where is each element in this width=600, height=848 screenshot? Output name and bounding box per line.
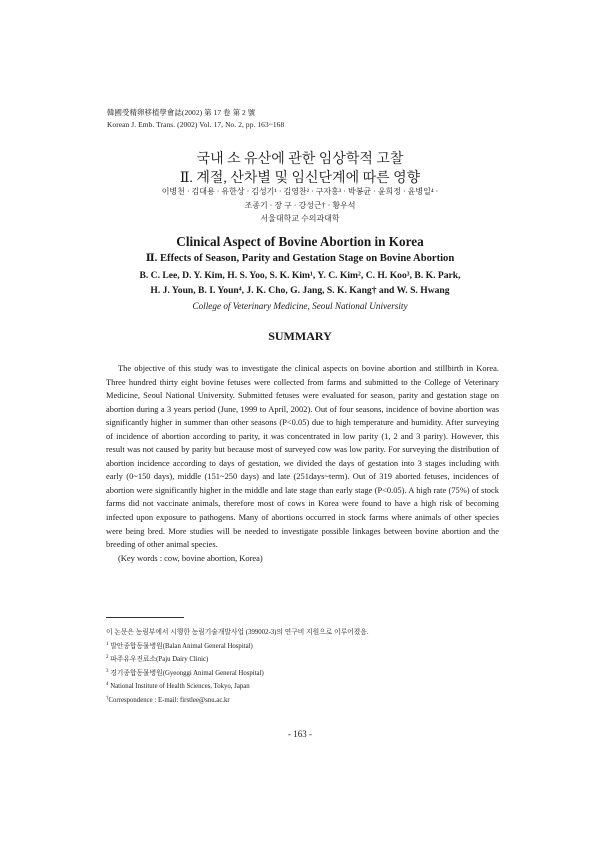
footnote-correspondence: †Correspondence : E-mail: firstlee@snu.ac.kr (106, 695, 230, 704)
english-title-line1: Clinical Aspect of Bovine Abortion in Korea (176, 234, 424, 249)
footnote-funding: 이 논문은 농림부에서 시행한 농림기술개발사업 (399002-3)의 연구비 지원으로 이루어졌음. (106, 629, 369, 636)
journal-header (107, 107, 284, 131)
korean-affiliation: 서울대학교 수의과대학 (260, 214, 340, 223)
english-authors-line2: H. J. Youn, B. I. Youn⁴, J. K. Cho, G. Jang, S. K. Kang† and W. S. Hwang (150, 285, 450, 296)
footnotes (106, 626, 506, 707)
english-title-line2: Ⅱ. Effects of Season, Parity and Gestation Stage on Bovine Abortion (145, 253, 455, 264)
page-number: - 163 - (288, 729, 312, 739)
footnote-item: $^1$ 발안종합동물병원(Balan Animal General Hospital) (106, 641, 253, 650)
korean-authors-line2: 조종기 · 장 구 · 강성근† · 황우석 (244, 201, 356, 210)
english-affiliation: College of Veterinary Medicine, Seoul National University (192, 301, 408, 311)
keywords: (Key words : cow, bovine abortion, Korea) (118, 552, 263, 563)
english-authors-line1: B. C. Lee, D. Y. Kim, H. S. Yoo, S. K. Kim¹, Y. C. Kim², C. H. Koo³, B. K. Park, (139, 270, 461, 281)
abstract (106, 362, 499, 565)
journal-citation-korean: 韓國受精卵移植學會誌(2002) 第 17 卷 第 2 號 (107, 108, 256, 117)
korean-authors-line1: 이병천 · 김대용 · 유한상 · 김성기¹ · 김영찬² · 구자홍³ · 박봉균 · 윤희정 · 윤병일⁴ · (161, 187, 439, 196)
footnote-item: $^3$ 경기종합동물병원(Gyeonggi Animal General Hospital) (106, 668, 264, 677)
korean-title-line1: 국내 소 유산에 관한 임상학적 고찰 (196, 152, 404, 167)
abstract-body: The objective of this study was to investigate the clinical aspects on bovine abortion and stillbirth in Korea. Three hundred thirty eight bovine fetuses were collected from farms and submitted to the College of Veterinary Medicine, Seoul National University. Submitted fetuses were evaluated for season, parity and gestation stage on abortion during a 3 years period (June, 1999 to April, 2002). Out of four seasons, incidence of bovine abortion was significantly higher in summer than other seasons (P<0.05) due to high temperature and humidity. After surveying of incidence of abortion according to parity, it was concentrated in low parity (1, 2 and 3 parity). However, this result was not caused by parity but because most of surveyed cow was low parity. For surveying the distribution of abortion incidence according to days of gestation, we divided the days of gestation into 3 stages including with early (0~150 days), middle (151~250 days) and late (251days~term). Out of 319 aborted fetuses, incidences of abortion were significantly higher in the middle and late stage than early stage (P<0.05). A high rate (75%) of stock farms did not vaccinate animals, therefore most of cows in Korea were found to have a high risk of becoming infected upon exposure to pathogens. Many of abortions occurred in stock farms where animals of other species were being bred. More studies will be needed to investigate possible linkages between bovine abortion and the breeding of other animal species. (106, 363, 499, 550)
footnote-divider (106, 617, 184, 618)
footnote-item: $^4$ National Institute of Health Sciences, Tokyo, Japan (106, 682, 250, 690)
korean-title-line2: Ⅱ. 계절, 산차별 및 임신단계에 따른 영향 (179, 171, 421, 186)
journal-citation-english: Korean J. Emb. Trans. (2002) Vol. 17, No. 2, pp. 163~168 (107, 120, 285, 129)
footnote-item: $^2$ 파주유우진료소(Paju Dairy Clinic) (106, 655, 209, 663)
summary-heading: SUMMARY (268, 329, 332, 343)
